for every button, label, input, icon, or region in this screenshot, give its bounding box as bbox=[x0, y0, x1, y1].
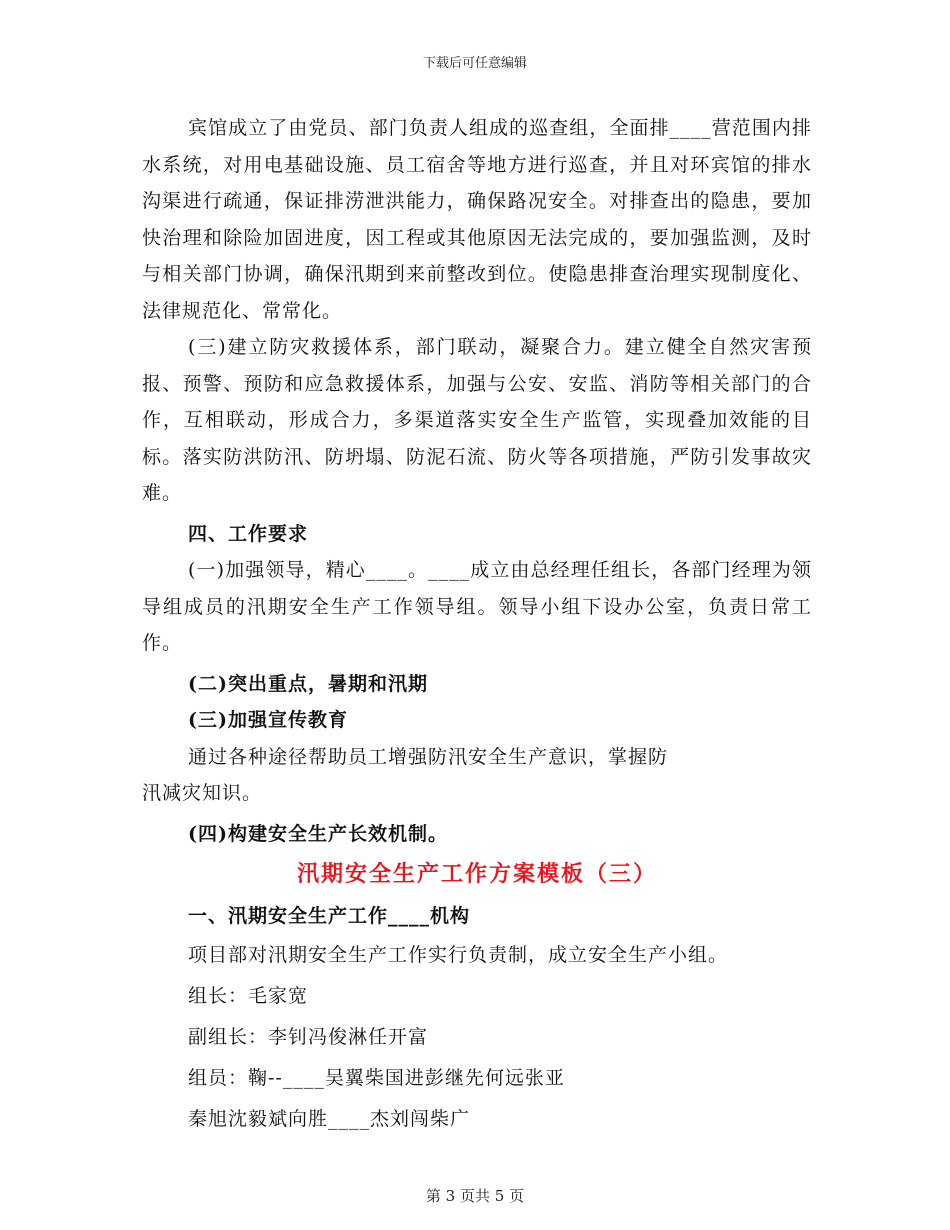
team-leader: 组长：毛家宽 bbox=[188, 984, 309, 1007]
paragraph-responsibility: 项目部对汛期安全生产工作实行负责制，成立安全生产小组。 bbox=[188, 943, 729, 966]
paragraph-publicity-line2: 汛减灾知识。 bbox=[142, 782, 263, 804]
paragraph-inspection: 宾馆成立了由党员、部门负责人组成的巡查组，全面排____营范围内排水系统，对用电基础设施、员工宿舍等地方进行巡查，并且对环宾馆的排水沟渠进行疏通，保证排涝泄洪能力，确保路况安全。对排查出的隐患，要加快治理和除险加固进度，因工程或其他原因无法完成的，要加强监测，及时与相关部门协调，确保汛期到来前整改到位。使隐患排查治理实现制度化、法律规范化、常常化。 bbox=[142, 117, 812, 322]
section-title: 汛期安全生产工作方案模板（三） bbox=[296, 861, 657, 887]
document-body bbox=[142, 110, 812, 1140]
paragraph-publicity-line1: 通过各种途径帮助员工增强防汛安全生产意识，掌握防 bbox=[188, 745, 669, 768]
heading-work-requirements: 四、工作要求 bbox=[188, 522, 309, 545]
team-members-continued: 秦旭沈毅斌向胜____杰刘闯柴广 bbox=[188, 1107, 471, 1130]
heading-organization: 一、汛期安全生产工作____机构 bbox=[188, 905, 471, 927]
heading-long-term-mechanism: (四)构建安全生产长效机制。 bbox=[188, 822, 448, 845]
page-footer: 第 3 页共 5 页 bbox=[425, 1187, 525, 1205]
heading-focus: (二)突出重点，暑期和汛期 bbox=[188, 672, 428, 695]
paragraph-leadership: (一)加强领导，精心____。____成立由总经理任组长，各部门经理为领导组成员的汛期安全生产工作领导组。领导小组下设办公室，负责日常工作。 bbox=[142, 559, 812, 654]
deputy-leader: 副组长：李钊冯俊淋任开富 bbox=[188, 1025, 429, 1048]
team-members: 组员：鞠--____吴翼柴国进彭继先何远张亚 bbox=[188, 1066, 565, 1089]
heading-publicity: (三)加强宣传教育 bbox=[188, 709, 348, 731]
paragraph-rescue-system: (三)建立防灾救援体系，部门联动，凝聚合力。建立健全自然灾害预报、预警、预防和应急救援体系，加强与公安、安监、消防等相关部门的合作，互相联动，形成合力，多渠道落实安全生产监管，实现叠加效能的目标。落实防洪防汛、防坍塌、防泥石流、防火等各项措施，严防引发事故灾难。 bbox=[142, 336, 812, 504]
page-header: 下载后可任意编辑 bbox=[422, 56, 527, 71]
